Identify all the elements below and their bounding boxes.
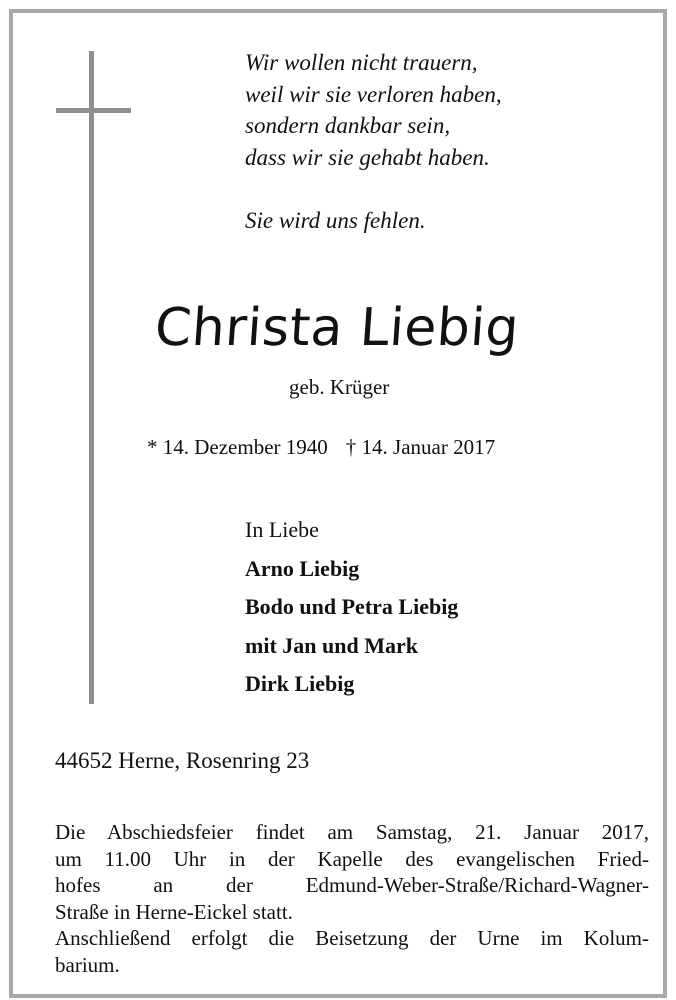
notice-line: um 11.00 Uhr in der Kapelle des evangelischen Fried-: [55, 846, 649, 871]
notice-line: hofes an der Edmund-Weber-Straße/Richard-Wagner-: [55, 873, 649, 897]
notice-line: Straße in Herne-Eickel statt.: [55, 899, 293, 924]
family-signatures: [245, 511, 458, 704]
poem-spacer: [245, 173, 502, 205]
poem-line: dass wir sie gehabt haben.: [245, 144, 490, 170]
poem-line: sondern dankbar sein,: [245, 113, 451, 138]
funeral-notice: [55, 819, 649, 978]
deceased-name: Christa Liebig: [153, 298, 522, 358]
cross-vertical-bar: [89, 51, 94, 704]
obituary-frame: [9, 9, 667, 998]
notice-line: Die Abschiedsfeier findet am Samstag, 21. Januar 2017,: [55, 820, 649, 844]
maiden-name: geb. Krüger: [289, 375, 390, 399]
poem-line: Wir wollen nicht trauern,: [245, 50, 478, 75]
notice-line: barium.: [55, 952, 120, 977]
cross-horizontal-bar: [56, 108, 131, 113]
family-member: Arno Liebig: [245, 555, 360, 581]
poem-closing: Sie wird uns fehlen.: [245, 207, 426, 233]
family-member: mit Jan und Mark: [245, 632, 418, 658]
family-member: Dirk Liebig: [245, 671, 355, 696]
birth-date: * 14. Dezember 1940: [147, 435, 328, 459]
family-intro: In Liebe: [245, 517, 319, 542]
poem-line: weil wir sie verloren haben,: [245, 81, 502, 107]
notice-line: Anschließend erfolgt die Beisetzung der Urne im Kolum-: [55, 926, 649, 950]
life-dates: [147, 435, 495, 460]
death-date: † 14. Januar 2017: [345, 435, 496, 459]
family-address: 44652 Herne, Rosenring 23: [55, 748, 310, 773]
poem: [245, 47, 502, 236]
family-member: Bodo und Petra Liebig: [245, 594, 459, 619]
